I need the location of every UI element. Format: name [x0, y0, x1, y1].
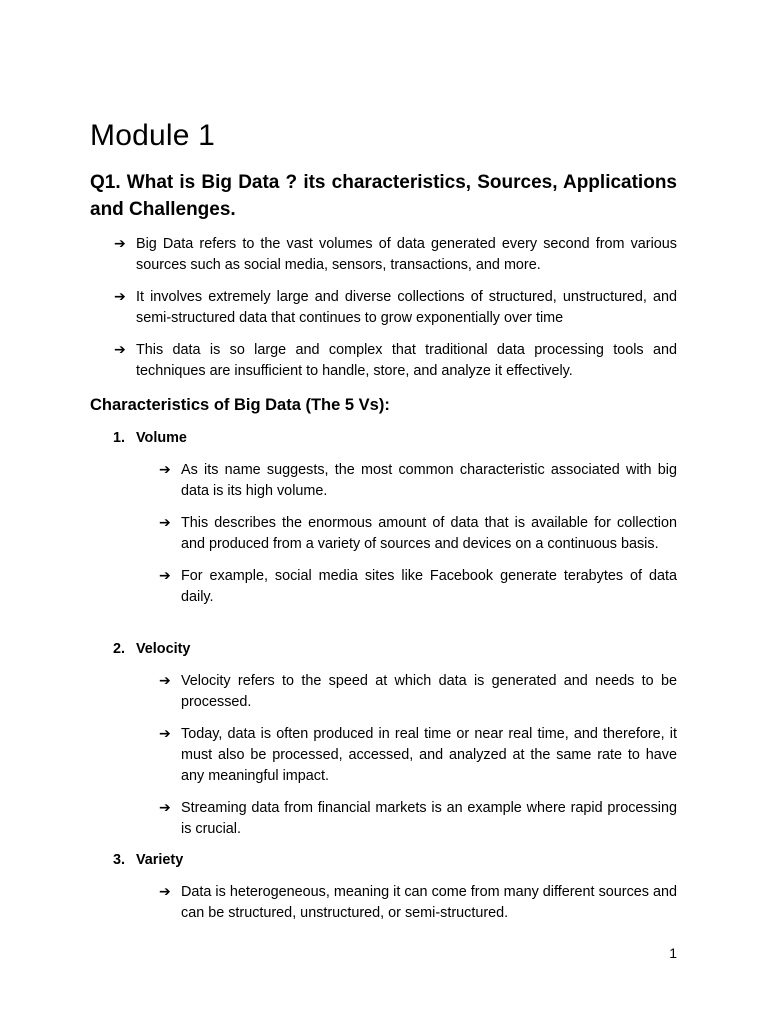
- arrow-bullet-icon: ➔: [159, 800, 171, 816]
- list-item: [159, 460, 677, 502]
- list-item: [159, 882, 677, 924]
- velocity-points-list: [159, 671, 677, 851]
- arrow-bullet-icon: ➔: [159, 673, 171, 689]
- characteristic-number: 1.: [113, 430, 126, 446]
- list-item: [159, 671, 677, 713]
- list-item: [159, 513, 677, 555]
- variety-points-list: [159, 882, 677, 935]
- intro-list: [114, 234, 677, 393]
- list-item: [159, 566, 677, 608]
- point-text: Data is heterogeneous, meaning it can come from many different sources and can be structured, unstructured, or semi-structured.: [181, 884, 677, 921]
- characteristic-name: Volume: [136, 430, 187, 446]
- page-number: 1: [669, 945, 677, 961]
- point-text: Today, data is often produced in real time or near real time, and therefore, it must also be processed, accessed, and analyzed at the same rate to have any meaningful impact.: [181, 726, 677, 784]
- point-text: Streaming data from financial markets is an example where rapid processing is crucial.: [181, 800, 677, 837]
- point-text: For example, social media sites like Facebook generate terabytes of data daily.: [181, 568, 677, 605]
- characteristic-heading-volume: [113, 428, 187, 449]
- characteristics-heading: Characteristics of Big Data (The 5 Vs):: [90, 396, 390, 414]
- characteristic-heading-variety: [113, 850, 183, 871]
- characteristic-name: Velocity: [136, 641, 191, 657]
- arrow-bullet-icon: ➔: [159, 462, 171, 478]
- list-item: [114, 287, 677, 329]
- question-heading: Q1. What is Big Data ? its characteristics, Sources, Applications and Challenges.: [90, 172, 677, 220]
- point-text: Velocity refers to the speed at which data is generated and needs to be processed.: [181, 673, 677, 710]
- arrow-bullet-icon: ➔: [159, 515, 171, 531]
- point-text: As its name suggests, the most common characteristic associated with big data is its high volume.: [181, 462, 677, 499]
- module-title: Module 1: [90, 119, 216, 152]
- arrow-bullet-icon: ➔: [159, 726, 171, 742]
- volume-points-list: [159, 460, 677, 619]
- characteristic-number: 2.: [113, 641, 126, 657]
- point-text: This describes the enormous amount of data that is available for collection and produced from a variety of sources and devices on a continuous basis.: [181, 515, 677, 552]
- list-item: [159, 798, 677, 840]
- characteristic-number: 3.: [113, 852, 126, 868]
- arrow-bullet-icon: ➔: [159, 884, 171, 900]
- arrow-bullet-icon: ➔: [114, 236, 126, 252]
- arrow-bullet-icon: ➔: [159, 568, 171, 584]
- list-item: [159, 724, 677, 787]
- list-item: [114, 340, 677, 382]
- characteristic-heading-velocity: [113, 639, 190, 660]
- list-item: [114, 234, 677, 276]
- arrow-bullet-icon: ➔: [114, 289, 126, 305]
- intro-point-text: This data is so large and complex that traditional data processing tools and techniques are insufficient to handle, store, and analyze it effectively.: [136, 342, 677, 379]
- characteristic-name: Variety: [136, 852, 184, 868]
- intro-point-text: It involves extremely large and diverse collections of structured, unstructured, and semi-structured data that continues to grow exponentially over time: [136, 289, 677, 326]
- arrow-bullet-icon: ➔: [114, 342, 126, 358]
- intro-point-text: Big Data refers to the vast volumes of data generated every second from various sources such as social media, sensors, transactions, and more.: [136, 236, 677, 273]
